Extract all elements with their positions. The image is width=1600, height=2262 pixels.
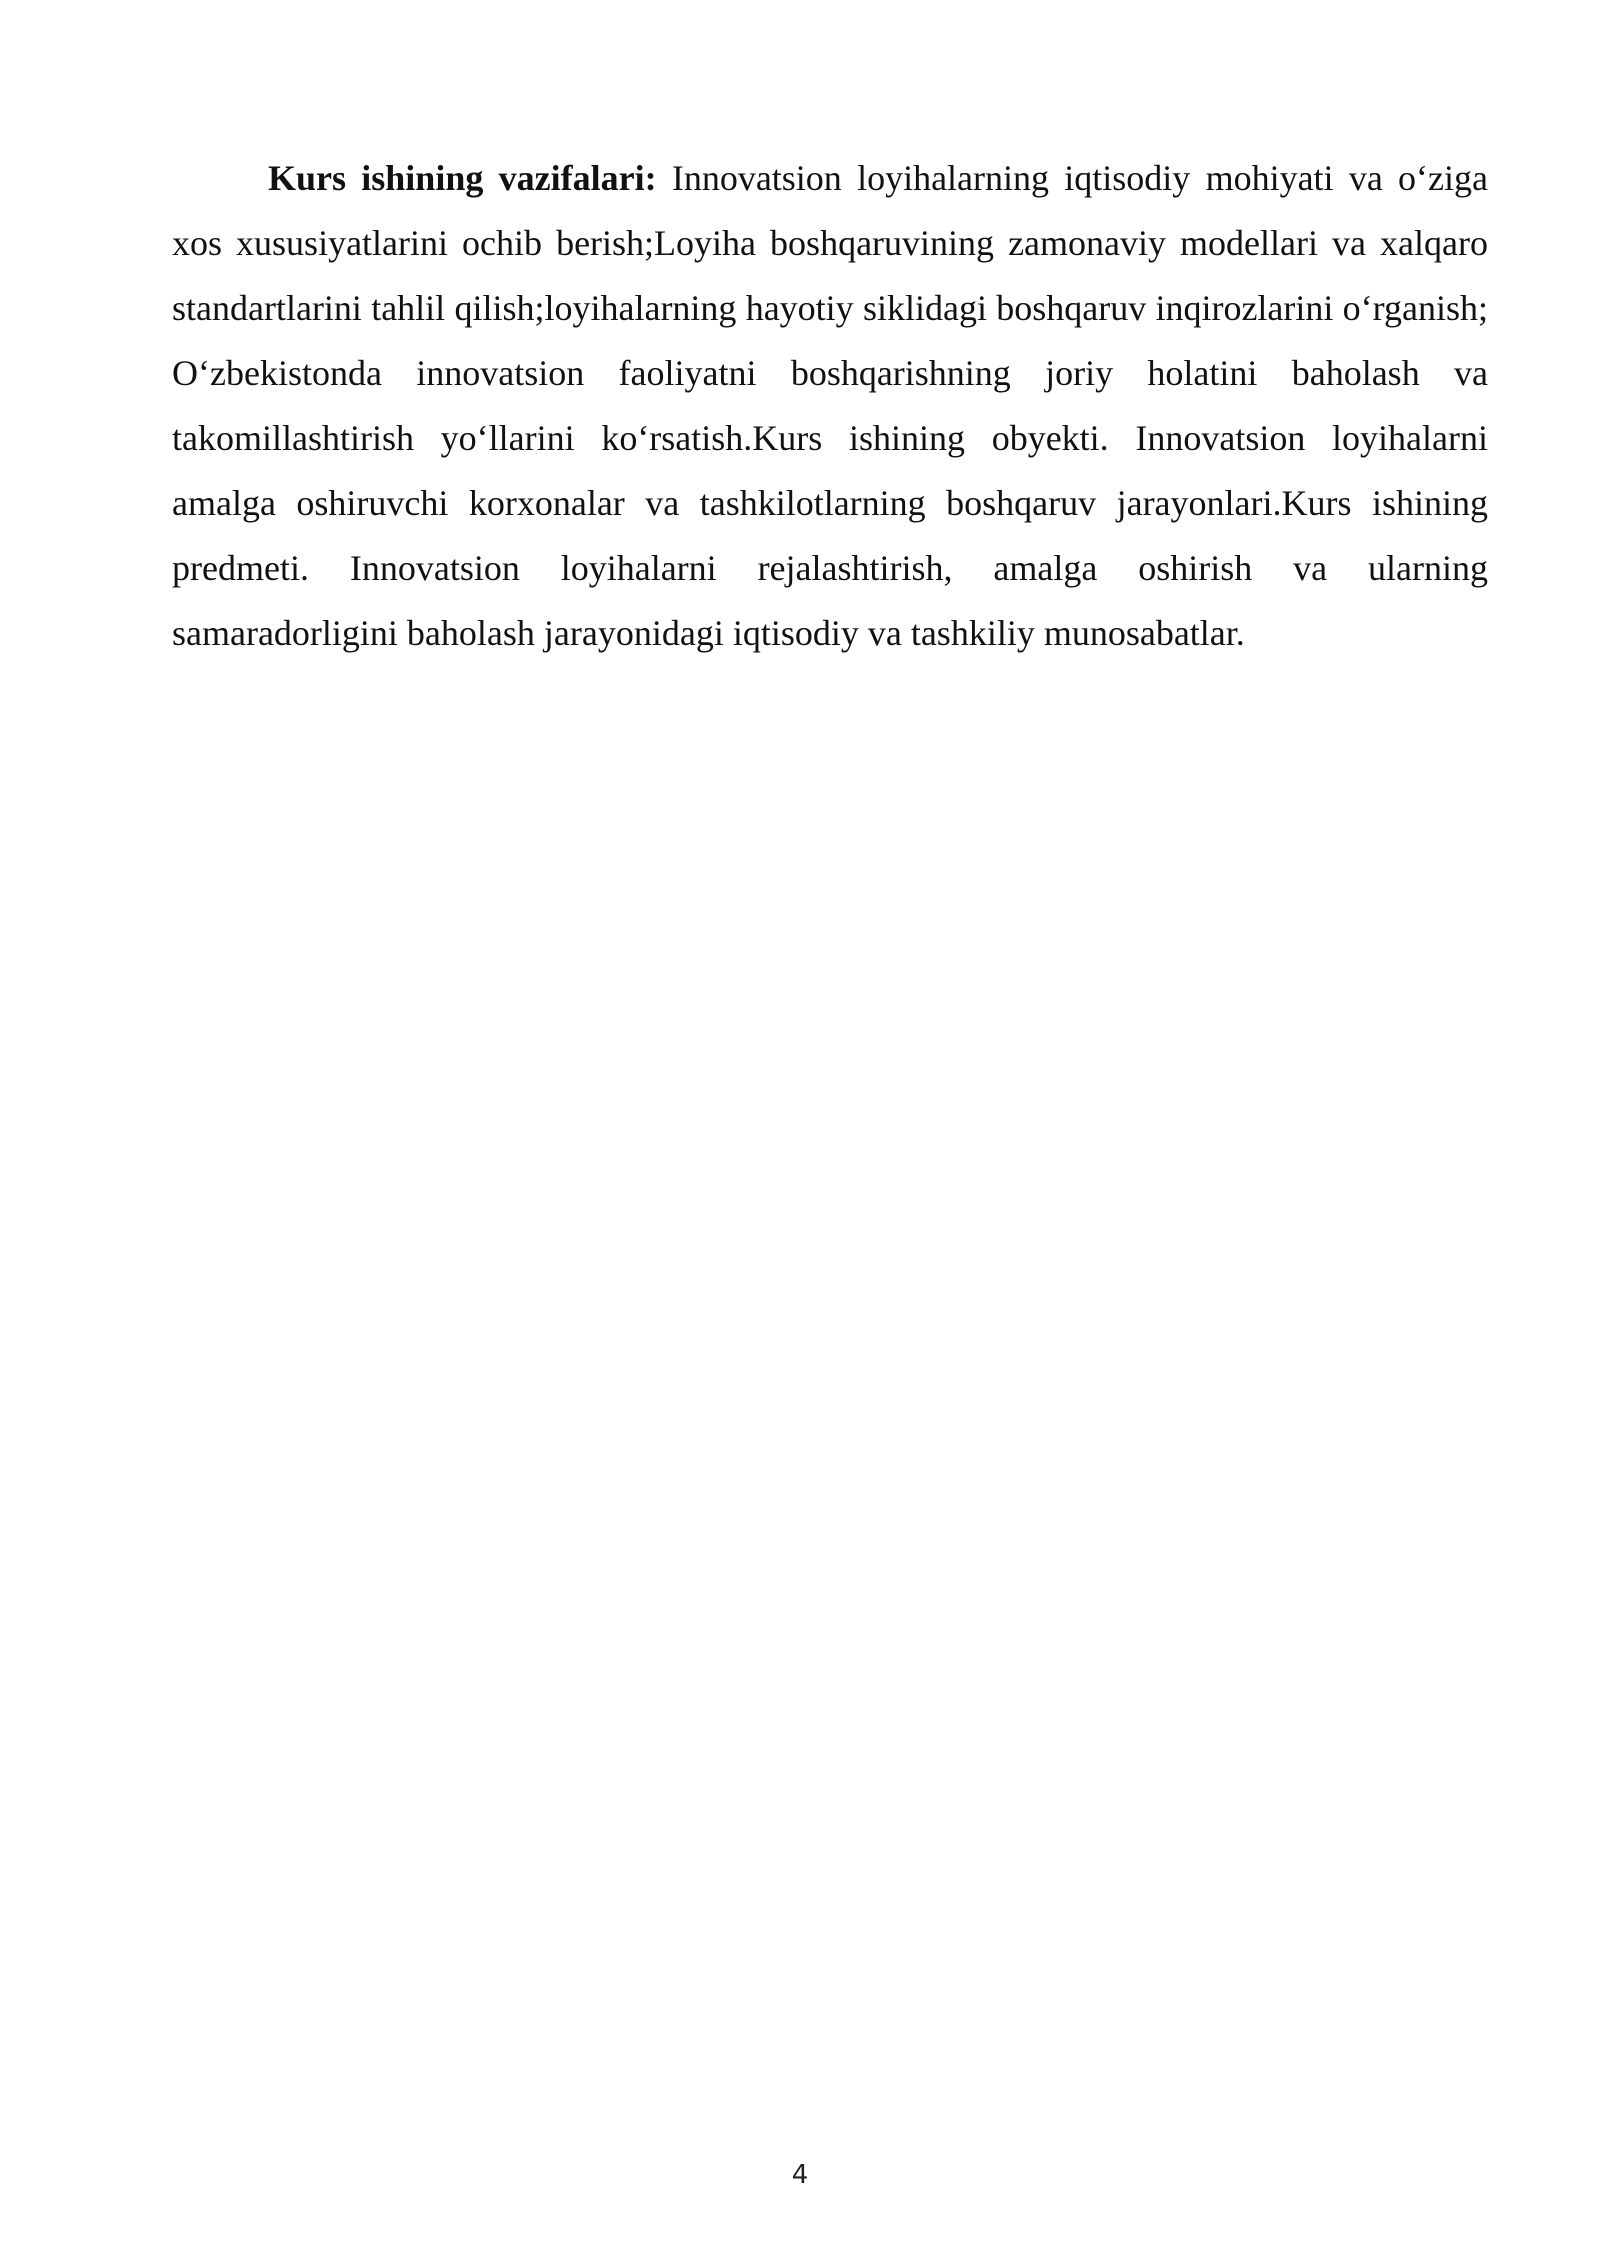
body-paragraph xyxy=(172,146,1488,666)
paragraph-lead: Kurs ishining vazifalari: xyxy=(268,158,657,198)
paragraph-text: Innovatsion loyihalarning iqtisodiy mohiyati va o‘ziga xos xususiyatlarini ochib berish;Loyiha boshqaruvining zamonaviy modellari va xalqaro standartlarini tahlil qilish;loyihalarning hayotiy siklidagi boshqaruv inqirozlarini o‘rganish; O‘zbekistonda innovatsion faoliyatni boshqarishning joriy holatini baholash va takomillashtirish yo‘llarini ko‘rsatish.Kurs ishining obyekti. Innovatsion loyihalarni amalga oshiruvchi korxonalar va tashkilotlarning boshqaruv jarayonlari.Kurs ishining predmeti. Innovatsion loyihalarni rejalashtirish, amalga oshirish va ularning samaradorligini baholash jarayonidagi iqtisodiy va tashkiliy munosabatlar. xyxy=(172,158,1488,653)
page-number: 4 xyxy=(791,2160,809,2190)
